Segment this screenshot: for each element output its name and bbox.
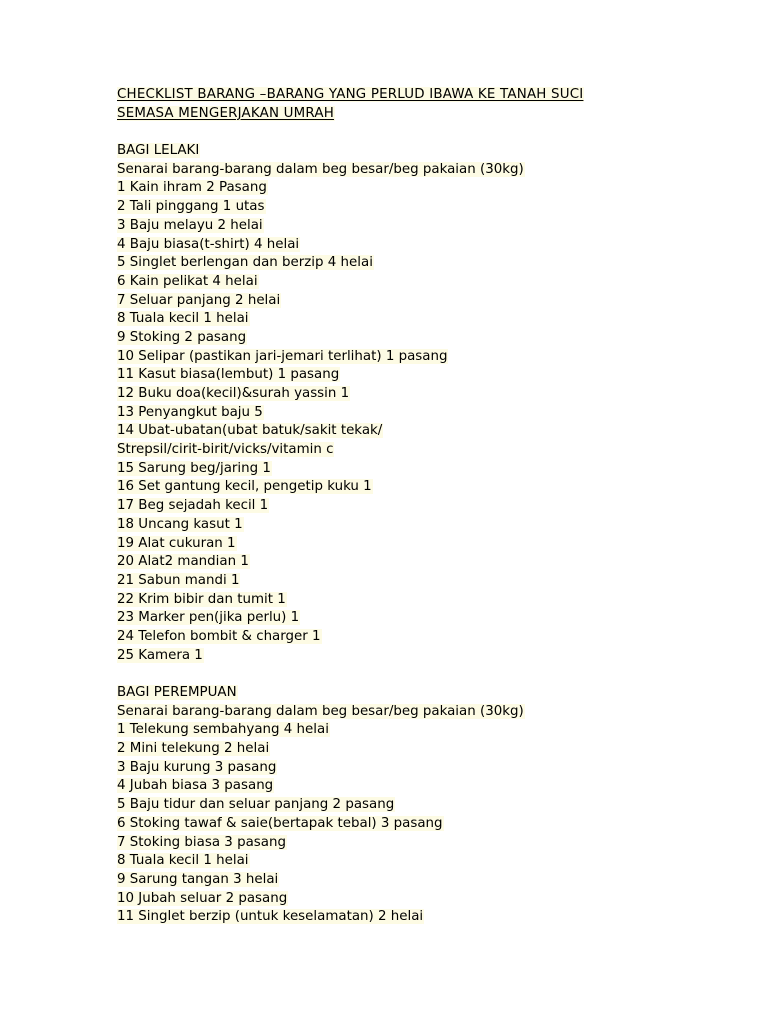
list-item: 6 Kain pelikat 4 helai — [117, 273, 258, 289]
list-item: 21 Sabun mandi 1 — [117, 572, 240, 588]
list-item: 7 Seluar panjang 2 helai — [117, 292, 281, 308]
list-item: 12 Buku doa(kecil)&surah yassin 1 — [117, 386, 350, 401]
list-item: 11 Kasut biasa(lembut) 1 pasang — [117, 367, 340, 383]
list-item: 17 Beg sejadah kecil 1 — [117, 498, 269, 514]
list-item: Strepsil/cirit-birit/vicks/vitamin c — [117, 442, 334, 458]
list-item: 13 Penyangkut baju 5 — [117, 404, 263, 420]
section-subheading: Senarai barang-barang dalam beg besar/beg pakaian (30kg) — [117, 703, 524, 719]
list-item: 22 Krim bibir dan tumit 1 — [117, 591, 286, 607]
checklist-lelaki — [117, 179, 737, 665]
list-item: 9 Sarung tangan 3 helai — [117, 871, 279, 887]
spacer — [117, 123, 737, 142]
list-item: 1 Kain ihram 2 Pasang — [117, 180, 267, 196]
title-line: CHECKLIST BARANG –BARANG YANG PERLUD IBAWA KE TANAH SUCI — [117, 87, 584, 102]
list-item: 24 Telefon bombit & charger 1 — [117, 628, 321, 644]
section-lelaki — [117, 142, 737, 665]
spacer — [117, 665, 737, 684]
list-item: 6 Stoking tawaf & saie(bertapak tebal) 3 pasang — [117, 815, 443, 831]
section-perempuan — [117, 684, 737, 927]
list-item: 18 Uncang kasut 1 — [117, 516, 243, 532]
section-subheading: Senarai barang-barang dalam beg besar/beg pakaian (30kg) — [117, 161, 524, 177]
checklist-perempuan — [117, 721, 737, 927]
document-page — [117, 86, 737, 927]
list-item: 14 Ubat-ubatan(ubat batuk/sakit tekak/ — [117, 423, 383, 439]
list-item: 7 Stoking biasa 3 pasang — [117, 834, 286, 850]
list-item: 20 Alat2 mandian 1 — [117, 554, 249, 570]
section-heading: BAGI LELAKI — [117, 143, 200, 159]
list-item: 8 Tuala kecil 1 helai — [117, 853, 249, 869]
list-item: 4 Baju biasa(t-shirt) 4 helai — [117, 236, 300, 252]
list-item: 9 Stoking 2 pasang — [117, 329, 247, 345]
list-item: 23 Marker pen(jika perlu) 1 — [117, 610, 300, 626]
list-item: 1 Telekung sembahyang 4 helai — [117, 722, 329, 738]
list-item: 2 Tali pinggang 1 utas — [117, 199, 265, 215]
list-item: 5 Singlet berlengan dan berzip 4 helai — [117, 255, 373, 271]
section-heading: BAGI PEREMPUAN — [117, 685, 237, 700]
list-item: 10 Selipar (pastikan jari-jemari terlihat) 1 pasang — [117, 348, 448, 364]
list-item: 19 Alat cukuran 1 — [117, 535, 236, 551]
list-item: 3 Baju melayu 2 helai — [117, 217, 263, 233]
list-item: 10 Jubah seluar 2 pasang — [117, 890, 288, 906]
document-title — [117, 86, 737, 123]
list-item: 3 Baju kurung 3 pasang — [117, 759, 277, 775]
list-item: 8 Tuala kecil 1 helai — [117, 311, 249, 327]
list-item: 4 Jubah biasa 3 pasang — [117, 778, 274, 794]
list-item: 2 Mini telekung 2 helai — [117, 741, 270, 757]
title-line: SEMASA MENGERJAKAN UMRAH — [117, 105, 335, 121]
list-item: 15 Sarung beg/jaring 1 — [117, 460, 271, 476]
list-item: 5 Baju tidur dan seluar panjang 2 pasang — [117, 797, 395, 813]
list-item: 16 Set gantung kecil, pengetip kuku 1 — [117, 479, 372, 495]
list-item: 11 Singlet berzip (untuk keselamatan) 2 helai — [117, 909, 424, 925]
list-item: 25 Kamera 1 — [117, 647, 203, 663]
